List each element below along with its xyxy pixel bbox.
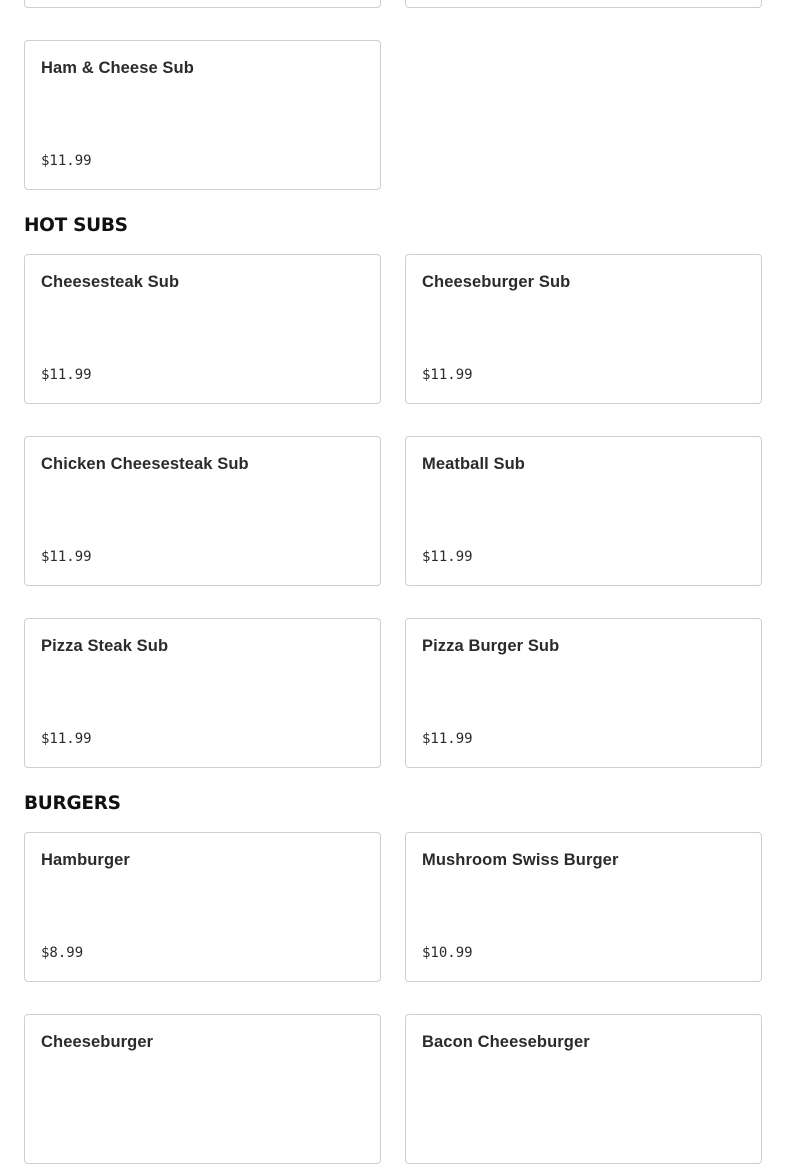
menu-item-card[interactable] bbox=[405, 436, 762, 586]
menu-item-name: Cheesesteak Sub bbox=[41, 273, 180, 291]
menu-item-card[interactable] bbox=[24, 1014, 381, 1164]
menu-item-card[interactable] bbox=[405, 618, 762, 768]
menu-item-name: Bacon Cheeseburger bbox=[422, 1033, 590, 1051]
menu-item-card[interactable] bbox=[24, 0, 381, 8]
menu-item-card[interactable] bbox=[24, 618, 381, 768]
menu-item-price: $10.99 bbox=[422, 945, 473, 961]
menu-item-card[interactable] bbox=[405, 1014, 762, 1164]
menu-item-price: $11.99 bbox=[41, 153, 92, 169]
menu-item-card[interactable] bbox=[405, 254, 762, 404]
menu-item-card[interactable] bbox=[24, 40, 381, 190]
menu-item-card[interactable] bbox=[405, 0, 762, 8]
menu-item-price: $11.99 bbox=[41, 731, 92, 747]
menu-item-name: Mushroom Swiss Burger bbox=[422, 851, 619, 869]
menu-item-name: Pizza Steak Sub bbox=[41, 637, 169, 655]
menu-item-card[interactable] bbox=[24, 436, 381, 586]
menu-item-name: Chicken Cheesesteak Sub bbox=[41, 455, 249, 473]
menu-item-price: $11.99 bbox=[422, 731, 473, 747]
section-title-hot-subs: HOT SUBS bbox=[24, 215, 128, 236]
menu-item-price: $11.99 bbox=[422, 549, 473, 565]
menu-item-price: $11.99 bbox=[422, 367, 473, 383]
menu-item-card[interactable] bbox=[24, 832, 381, 982]
menu-item-price: $11.99 bbox=[41, 367, 92, 383]
menu-item-name: Ham & Cheese Sub bbox=[41, 59, 194, 77]
menu-item-name: Meatball Sub bbox=[422, 455, 525, 473]
menu-item-name: Pizza Burger Sub bbox=[422, 637, 560, 655]
menu-item-name: Cheeseburger bbox=[41, 1033, 154, 1051]
section-title-burgers: BURGERS bbox=[24, 793, 121, 814]
menu-item-card[interactable] bbox=[405, 832, 762, 982]
menu-item-price: $8.99 bbox=[41, 945, 84, 961]
menu-item-name: Cheeseburger Sub bbox=[422, 273, 571, 291]
menu-item-card[interactable] bbox=[24, 254, 381, 404]
menu-item-name: Hamburger bbox=[41, 851, 130, 869]
menu-item-price: $11.99 bbox=[41, 549, 92, 565]
